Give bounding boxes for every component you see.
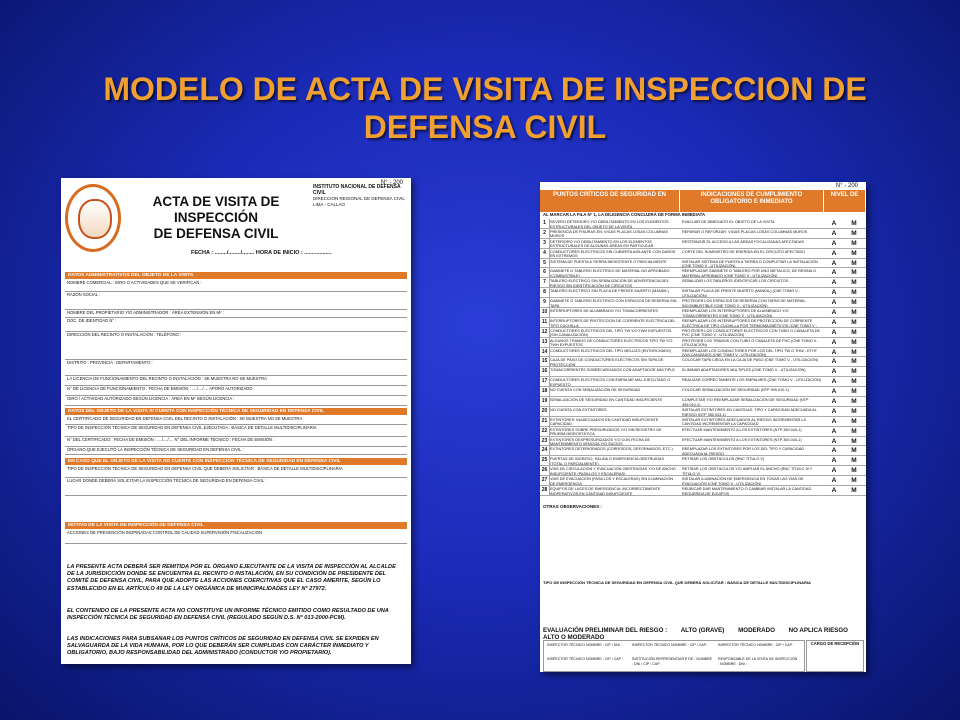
risk-na: NO APLICA RIESGO ALTO O MODERADO	[543, 627, 848, 641]
level-cell	[824, 407, 866, 417]
level-cell	[824, 397, 866, 407]
row-number: 15	[540, 357, 550, 367]
level-m: M	[851, 309, 857, 317]
level-a: A	[831, 467, 837, 475]
indication-text: CORTE DEL SUMINISTRO DE ENERGÍA EN EL CIRCUITO AFECTADO	[682, 249, 806, 254]
critical-point-row	[540, 298, 866, 308]
level-cell	[824, 476, 866, 486]
col-critical-points: PUNTOS CRÍTICOS DE SEGURIDAD EN	[540, 190, 680, 212]
critical-point-text: NO CUENTA CON EXTINTORES	[550, 407, 607, 412]
level-cell	[824, 446, 866, 456]
level-a: A	[831, 477, 837, 485]
indication-text: EVACUAR DE INMEDIATO EL OBJETO DE LA VISITA	[682, 220, 775, 224]
critical-point-text: TABLERO ELÉCTRICO SIN SEÑALIZACIÓN DE ADVERTENCIA DEL RIESGO SIN IDENTIFICACIÓN DE CIRCUITOS	[550, 279, 669, 288]
level-cell	[824, 348, 866, 358]
level-cell	[824, 318, 866, 328]
legal-paragraph-2: EL CONTENIDO DE LA PRESENTE ACTA NO CONSTITUYE UN INFORME TÉCNICO EMITIDO COMO RESULTADO DE UNA INSPECCIÓN TÉCNICA DE SEGURIDAD EN DEFENSA CIVIL (REGULADO SEGÚN D.S. N° 013-2000-PCM).	[67, 608, 389, 622]
critical-point-row	[540, 466, 866, 476]
level-m: M	[851, 437, 857, 445]
critical-point-row	[540, 387, 866, 397]
form-row: RAZÓN SOCIAL :	[65, 292, 407, 310]
level-a: A	[831, 229, 837, 237]
row-number: 3	[540, 239, 550, 249]
level-cell	[824, 288, 866, 298]
indication-text: REEMPLAZAR GABINETE O TABLERO POR UNO METÁLICO, DE RESINA O MATERIAL APROBADO (CNE TOMO V - UTILIZACIÓN)	[682, 269, 817, 278]
indication-text: RETIRAR LOS OBSTÁCULOS (RNC TÍTULO V)	[682, 457, 765, 462]
indication-text: REEMPLAZAR LOS INTERRUPTORES DE ALUMBRADO Y/O TOMACORRIENTES (CNE TOMO V - UTILIZACIÓN)	[682, 309, 789, 318]
seal-shield-icon	[78, 199, 112, 239]
level-cell	[824, 417, 866, 427]
signature-3: INSPECTOR TÉCNICO NOMBRE : CIP / CAP :	[718, 643, 795, 647]
form-title-line1: ACTA DE VISITA DE INSPECCIÓN	[152, 194, 280, 225]
level-m: M	[851, 358, 857, 366]
signature-block	[543, 640, 805, 672]
row-number: 27	[540, 476, 550, 486]
level-m: M	[851, 269, 857, 277]
critical-point-text: INTERRUPTORES DE PROTECCIÓN DE CORRIENTE ELÉCTRICA DEL TIPO CUCHILLA	[550, 318, 676, 327]
section-certificate-header: DATOS DEL OBJETO DE LA VISITA SI CUENTA CON INSPECCIÓN TÉCNICA DE SEGURIDAD EN DEFENSA CIVIL	[65, 408, 407, 415]
critical-point-text: CAJA DE PASO DE CONDUCTORES ELÉCTRICOS SIN TAPA DE PROTECCIÓN	[550, 358, 664, 367]
row-number: 9	[540, 298, 550, 308]
level-cell	[824, 377, 866, 387]
indication-text: INSTALAR EXTINTORES EN CANTIDAD, TIPO Y CAPACIDAD ADECUADA AL RIESGO (NTP 350.043-1)	[682, 407, 817, 416]
date-time-line: FECHA : ......../......../........ HORA DE INICIO : ..................	[191, 250, 332, 256]
level-cell	[824, 427, 866, 437]
level-m: M	[851, 229, 857, 237]
form-row: NOMBRE COMERCIAL : GIRO O ACTIVIDADES QUE SE VERIFICAN :	[65, 280, 407, 292]
level-m: M	[851, 338, 857, 346]
critical-point-text: TABLERO ELÉCTRICO SIN PLACA DE FRENTE MUERTO (MANDIL)	[550, 289, 669, 294]
level-a: A	[831, 289, 837, 297]
level-a: A	[831, 220, 837, 227]
critical-point-row	[540, 486, 866, 496]
level-m: M	[851, 328, 857, 336]
critical-point-row	[540, 377, 866, 387]
acta-form-back	[540, 182, 866, 672]
level-a: A	[831, 407, 837, 415]
level-cell	[824, 229, 866, 239]
indication-text: ELIMINAR ADAPTADORES MÚLTIPLES (CNE TOMO V - UTILIZACIÓN)	[682, 368, 806, 373]
level-m: M	[851, 487, 857, 495]
signature-6: RESPONSABLE DE LA VISITA DE INSPECCIÓN : NOMBRE : DNI :	[718, 657, 798, 666]
critical-point-text: SEVERO DETERIORO Y/O DEBILITAMIENTO EN LOS ELEMENTOS ESTRUCTURALES DEL OBJETO DE LA VISITA	[550, 220, 669, 228]
critical-point-row	[540, 367, 866, 377]
critical-point-row	[540, 437, 866, 447]
row-number: 6	[540, 268, 550, 278]
critical-point-text: SISTEMA DE PUESTA A TIERRA INEXISTENTE O PARCIALMENTE	[550, 259, 667, 264]
indication-text: REEMPLAZAR LOS EXTINTORES POR LOS DEL TIPO Y CAPACIDAD ADECUADA AL RIESGO	[682, 447, 805, 456]
level-cell	[824, 268, 866, 278]
form-header	[61, 178, 411, 268]
level-cell	[824, 219, 866, 229]
critical-point-row	[540, 417, 866, 427]
signature-4: INSPECTOR TÉCNICO NOMBRE : CIP / CAP :	[547, 657, 624, 661]
risk-high: ALTO (GRAVE)	[680, 627, 725, 634]
indeci-seal-icon	[65, 184, 121, 252]
section-no-certificate-header: EN CASO QUE EL OBJETO DE LA VISITA NO CUENTE CON INSPECCIÓN TÉCNICA DE SEGURIDAD EN DEFENSA CIVIL	[65, 458, 407, 465]
critical-point-row	[540, 249, 866, 259]
row-number: 19	[540, 397, 550, 407]
level-m: M	[851, 368, 857, 376]
row-number: 17	[540, 377, 550, 387]
level-m: M	[851, 417, 857, 425]
critical-point-row	[540, 397, 866, 407]
level-m: M	[851, 457, 857, 465]
form-row: DISTRITO : PROVINCIA : DEPARTAMENTO :	[65, 360, 407, 376]
level-cell	[824, 437, 866, 447]
legal-paragraph-3: LAS INDICACIONES PARA SUBSANAR LOS PUNTOS CRÍTICOS DE SEGURIDAD EN DEFENSA CIVIL SE EXPIDEN EN SALVAGUARDA DE LA VIDA HUMANA, POR LO QUE DEBERÁN SER CUMPLIDAS CON CARÁCTER INMEDIATO Y OBLIGATORIO, BAJO RESPONSABILIDAD DEL ADMINISTRADO (CONDUCTOR Y/O PROPIETARIO).	[67, 636, 379, 657]
level-a: A	[831, 388, 837, 396]
form-row: GIRO / ACTIVIDAD AUTORIZADO SEGÚN LICENCIA : ÁREA EN M² SEGÚN LICENCIA :	[65, 396, 407, 406]
col-level: NIVEL DE	[824, 190, 866, 212]
critical-point-row	[540, 268, 866, 278]
critical-point-text: GABINETE O TABLERO ELÉCTRICO CON ESPACIOS DE RESERVA SIN TAPA	[550, 299, 677, 308]
form-row: LA LICENCIA DE FUNCIONAMIENTO DEL RECINTO O INSTALACIÓN : SE MUESTRA NO SE MUESTRA	[65, 376, 407, 386]
critical-point-text: CONDUCTORES ELÉCTRICOS SIN CUBIERTA AISLANTE CON DAÑOS EN EXTREMOS	[550, 249, 676, 258]
level-m: M	[851, 378, 857, 386]
critical-point-row	[540, 357, 866, 367]
indication-text: REEMPLAZAR LOS CONDUCTORES POR LOS DEL TIPO TW O THW - ETHT (VULCANIZADO) (CNE TOMO V - UTILIZACIÓN)	[682, 348, 817, 357]
critical-point-text: CONDUCTORES ELÉCTRICOS CON EMPALME MAL EJECUTADO O EXPUESTO	[550, 378, 671, 387]
signature-5: INSTITUCIÓN REPRESENTANTE DE : NOMBRE : DNI / CIP / CAP :	[632, 657, 713, 666]
level-m: M	[851, 289, 857, 297]
form-number: N° - 200	[380, 180, 403, 186]
row-number: 8	[540, 288, 550, 298]
row-number: 23	[540, 437, 550, 447]
critical-point-row	[540, 348, 866, 358]
critical-point-row	[540, 219, 866, 229]
form-row: DOC. DE IDENTIDAD N° :	[65, 318, 407, 332]
row-number: 7	[540, 278, 550, 288]
level-m: M	[851, 318, 857, 326]
signature-2: INSPECTOR TÉCNICO NOMBRE : CIP / CAP :	[632, 643, 709, 647]
level-a: A	[831, 309, 837, 317]
indication-text: INSTALAR PLACA DE FRENTE MUERTO (MANDIL) (CNE TOMO V - UTILIZACIÓN)	[682, 289, 801, 298]
row-number: 26	[540, 466, 550, 476]
level-m: M	[851, 388, 857, 396]
critical-point-text: GABINETE O TABLERO ELÉCTRICO DE MATERIAL NO APROBADO (COMBUSTIBLE)	[550, 269, 670, 278]
level-a: A	[831, 328, 837, 336]
form-row: N° DE LICENCIA DE FUNCIONAMIENTO : FECHA DE EMISIÓN : ..../..../.... APORO AUTORIZADO :	[65, 386, 407, 396]
row-number: 4	[540, 249, 550, 259]
level-cell	[824, 298, 866, 308]
risk-evaluation	[543, 627, 863, 641]
critical-point-text: CONDUCTORES ELÉCTRICOS DEL TIPO MELLIZO (ENTORCHADO)	[550, 348, 671, 353]
indication-text: RESTRINGIR EL ACCESO A LAS ÁREAS FOCALIZADAS AFECTADAS	[682, 239, 804, 244]
slide-title-line2: DEFENSA CIVIL	[363, 109, 607, 145]
form-row: ÓRGANO QUE EJECUTÓ LA INSPECCIÓN TÉCNICA DE SEGURIDAD EN DEFENSA CIVIL :	[65, 447, 407, 455]
indication-text: EFECTUAR MANTENIMIENTO A LOS EXTINTORES (NTP 350.043-1)	[682, 427, 802, 432]
motive-row: ACCIONES DE PREVENCIÓN INOPINADAS CONTROL DE CALIDAD SUPERVISIÓN FISCALIZACIÓN	[65, 530, 407, 544]
form-row: TIPO DE INSPECCIÓN TÉCNICA DE SEGURIDAD EN DEFENSA CIVIL QUE DEBERÁ SOLICITAR : BÁSICA DE DETALLE MULTIDISCIPLINARIA	[65, 466, 407, 478]
critical-point-row	[540, 328, 866, 338]
level-a: A	[831, 368, 837, 376]
indication-text: PROTEGER LOS CONDUCTORES ELÉCTRICOS CON TUBO O CANALETA DE PVC (CNE TOMO V - UTILIZACIÓN)	[682, 328, 820, 337]
level-m: M	[851, 259, 857, 267]
row-number: 16	[540, 367, 550, 377]
level-cell	[824, 328, 866, 338]
indication-text: REPARAR O REFORZAR: VIGAS PLACAS LOSAS COLUMNAS MUROS	[682, 229, 808, 234]
row-number: 28	[540, 486, 550, 496]
slide-title-line1: MODELO DE ACTA DE VISITA DE INSPECCION DE	[103, 71, 867, 107]
form-row: NOMBRE DEL PROPIETARIO Y/O ADMINISTRADOR : ÁREA EXTENSIÓN EN M² :	[65, 310, 407, 318]
level-m: M	[851, 220, 857, 227]
level-m: M	[851, 279, 857, 287]
level-a: A	[831, 398, 837, 406]
critical-point-row	[540, 427, 866, 437]
risk-eval-label: EVALUACIÓN PRELIMINAR DEL RIESGO :	[543, 627, 668, 634]
level-cell	[824, 308, 866, 318]
critical-point-row	[540, 338, 866, 348]
form-row: N° DEL CERTIFICADO : FECHA DE EMISIÓN : ..../..../.... N° DEL INFORME TÉCNICO : FECHA DE EMISIÓN :	[65, 437, 407, 447]
critical-point-text: PUERTAS DE INGRESO, SALIDA O EMERGENCIA OBSTRUIDAS (TOTAL O PARCIALMENTE)	[550, 457, 665, 466]
level-a: A	[831, 249, 837, 257]
level-cell	[824, 367, 866, 377]
critical-points-table	[540, 219, 866, 496]
institution-name: INSTITUTO NACIONAL DE DEFENSA CIVIL	[313, 184, 401, 196]
level-m: M	[851, 299, 857, 307]
level-cell	[824, 357, 866, 367]
row-number: 18	[540, 387, 550, 397]
row-number: 2	[540, 229, 550, 239]
form-row: DIRECCIÓN DEL RECINTO O INSTALACIÓN : TELÉFONO :	[65, 332, 407, 360]
critical-point-row	[540, 476, 866, 486]
level-a: A	[831, 427, 837, 435]
institution-block	[313, 184, 405, 208]
level-cell	[824, 387, 866, 397]
level-a: A	[831, 487, 837, 495]
critical-point-row	[540, 239, 866, 249]
level-m: M	[851, 467, 857, 475]
table-header	[540, 190, 866, 212]
critical-point-text: PRESENCIA DE FISURAS EN: VIGAS PLACAS LOSAS COLUMNAS MUROS	[550, 229, 668, 238]
critical-point-text: EXTINTORES: INADECUADOS EN CANTIDAD INSUFICIENTE CAPACIDAD	[550, 417, 659, 426]
indication-text: EFECTUAR MANTENIMIENTO A LOS EXTINTORES (NTP 350.043-1)	[682, 437, 802, 442]
critical-point-text: EXTINTORES DESPRESURIZADOS Y/O CON FECHA DE MANTENIMIENTO VENCIDA Y/O SUCIOS	[550, 437, 651, 446]
level-cell	[824, 486, 866, 496]
institution-sub2: LIMA - CALLAO	[313, 202, 346, 207]
row-number: 13	[540, 338, 550, 348]
level-m: M	[851, 477, 857, 485]
section-admin-header: DATOS ADMINISTRATIVOS DEL OBJETO DE LA VISITA	[65, 272, 407, 279]
indication-text: REUBICAR DAR MANTENIMIENTO O CAMBIAR INSTALAR LA CANTIDAD REQUERIDA DE EQUIPOS	[682, 487, 812, 496]
form-title	[121, 194, 311, 242]
critical-point-text: VÍAS DE EVACUACIÓN (PASILLOS Y ESCALERAS) SIN ILUMINACIÓN DE EMERGENCIA	[550, 477, 674, 486]
indication-text: COMPLETAR Y/O REEMPLAZAR SEÑALIZACIÓN DE SEGURIDAD (NTP 399.010-1)	[682, 398, 809, 407]
critical-point-text: TOMACORRIENTES SOBRECARGADOS CON ADAPTADOR MÚLTIPLE	[550, 368, 675, 373]
critical-point-text: NO CUENTA CON SEÑALIZACIÓN DE SEGURIDAD	[550, 388, 641, 393]
row-number: 21	[540, 417, 550, 427]
critical-point-text: EXTINTORES DETERIORADOS (CORROÍDOS, DEFORMADOS, ETC.)	[550, 447, 673, 452]
critical-point-text: EQUIPOS DE LUCES DE EMERGENCIA: INCORRECTAMENTE INOPERATIVOS EN CANTIDAD INSUFICIENTE	[550, 487, 661, 496]
form-number: N° - 200	[835, 183, 858, 189]
indication-text: REALIZAR CORRECTAMENTE LOS EMPALMES (CNE TOMO V - UTILIZACIÓN)	[682, 378, 821, 383]
level-m: M	[851, 407, 857, 415]
critical-point-text: EXTINTORES SOBRE PRESURIZADOS Y/O SIN REGISTRO DE PRUEBA HIDROSTÁTICA	[550, 427, 662, 436]
indication-text: INSTALAR SISTEMA DE PUESTA A TIERRA O COMPLETAR LA INSTALACIÓN (CNE TOMO V - UTILIZACIÓN)	[682, 259, 818, 268]
critical-point-row	[540, 407, 866, 417]
row-number: 14	[540, 348, 550, 358]
indication-text: SEÑALIZAR LOS TABLEROS IDENTIFICAR LOS CIRCUITOS	[682, 279, 789, 284]
level-a: A	[831, 378, 837, 386]
level-m: M	[851, 239, 857, 247]
critical-point-row	[540, 259, 866, 269]
critical-point-text: VÍAS DE CIRCULACIÓN Y EVACUACIÓN OBSTRUIDAS Y/O DE ANCHO INSUFICIENTE (PASILLOS Y ESCALERAS)	[550, 467, 676, 476]
level-a: A	[831, 318, 837, 326]
level-cell	[824, 249, 866, 259]
level-a: A	[831, 239, 837, 247]
form-title-line2: DE DEFENSA CIVIL	[153, 226, 279, 241]
col-indications: INDICACIONES DE CUMPLIMIENTO OBLIGATORIO E INMEDIATO	[680, 190, 824, 212]
level-a: A	[831, 358, 837, 366]
level-a: A	[831, 299, 837, 307]
level-a: A	[831, 269, 837, 277]
level-a: A	[831, 348, 837, 356]
critical-point-text: DETERIORO Y/O DEBILITAMIENTO EN LOS ELEMENTOS ESTRUCTURALES DE ALGUNAS ÁREAS EN PARTICULAR	[550, 239, 654, 248]
critical-point-row	[540, 229, 866, 239]
level-cell	[824, 239, 866, 249]
level-a: A	[831, 447, 837, 455]
level-cell	[824, 278, 866, 288]
form-row: LUGAR DONDE DEBERÁ SOLICITAR LA INSPECCIÓN TÉCNICA DE SEGURIDAD EN DEFENSA CIVIL :	[65, 478, 407, 496]
level-cell	[824, 259, 866, 269]
table-subheader: AL MARCAR LA FILA N° 1, LA DILIGENCIA CONCLUIRÁ DE FORMA INMEDIATA	[543, 212, 706, 217]
reception-stamp: CARGO DE RECEPCIÓN	[806, 640, 864, 672]
critical-point-text: ALGUNOS TRAMOS DE CONDUCTORES ELÉCTRICOS TIPO TW Y/O TWH EXPUESTOS	[550, 338, 673, 347]
level-m: M	[851, 398, 857, 406]
level-m: M	[851, 249, 857, 257]
level-m: M	[851, 427, 857, 435]
row-number: 20	[540, 407, 550, 417]
critical-point-row	[540, 288, 866, 298]
form-row: EL CERTIFICADO DE SEGURIDAD EN DEFENSA CIVIL DEL RECINTO O INSTALACIÓN : SE MUESTRA NO SE MUESTRA	[65, 416, 407, 425]
form-row: TIPO DE INSPECCIÓN TÉCNICA DE SEGURIDAD EN DEFENSA CIVIL EJECUTADA : BÁSICA DE DETALLE MULTIDISCIPLINARIA	[65, 425, 407, 437]
level-a: A	[831, 338, 837, 346]
level-a: A	[831, 279, 837, 287]
row-number: 24	[540, 446, 550, 456]
level-a: A	[831, 457, 837, 465]
row-number: 22	[540, 427, 550, 437]
slide-title	[60, 70, 910, 146]
indication-text: PROTEGER LOS TRAMOS CON TUBO O CANALETA DE PVC (CNE TOMO V - UTILIZACIÓN)	[682, 338, 819, 347]
indication-text: INSTALAR ILUMINACIÓN DE EMERGENCIA EN TODAS LAS VÍAS DE EVACUACIÓN (CNE TOMO V - UTILIZACIÓN)	[682, 477, 804, 486]
level-cell	[824, 456, 866, 466]
row-number: 12	[540, 328, 550, 338]
critical-point-row	[540, 318, 866, 328]
risk-moderate: MODERADO	[738, 627, 775, 634]
level-m: M	[851, 348, 857, 356]
critical-point-text: SEÑALIZACIÓN DE SEGURIDAD EN CANTIDAD INSUFICIENTE	[550, 398, 663, 403]
other-observations: OTRAS OBSERVACIONES :	[543, 504, 602, 509]
critical-point-row	[540, 456, 866, 466]
row-number: 5	[540, 259, 550, 269]
level-m: M	[851, 447, 857, 455]
indication-text: RETIRAR LOS OBSTÁCULOS Y/O AMPLIAR EL ANCHO (RNC TÍTULO III Y TÍTULO V)	[682, 467, 813, 476]
acta-form-front	[61, 178, 411, 664]
level-a: A	[831, 437, 837, 445]
indication-text: REEMPLAZAR LOS INTERRUPTORES DE PROTECCIÓN DE CORRIENTE ELÉCTRICA DE TIPO CUCHILLA POR TERMOMAGNÉTICOS (CNE TOMO V -	[682, 318, 817, 327]
signature-1: INSPECTOR TÉCNICO NOMBRE : CIP / DNI :	[547, 643, 622, 647]
institution-sub: DIRECCION REGIONAL DE DEFENSA CIVIL	[313, 196, 405, 201]
section-motive-header: MOTIVO DE LA VISITA DE INSPECCIÓN DE DEFENSA CIVIL	[65, 522, 407, 529]
critical-point-text: INTERRUPTORES DE ALUMBRADO Y/O TOMACORRIENTES	[550, 309, 658, 314]
row-number: 1	[540, 219, 550, 229]
indication-text: COLOCAR SEÑALIZACIÓN DE SEGURIDAD (NTP 399.010-1)	[682, 388, 789, 393]
critical-point-row	[540, 446, 866, 456]
row-number: 11	[540, 318, 550, 328]
level-cell	[824, 466, 866, 476]
level-a: A	[831, 259, 837, 267]
level-cell	[824, 338, 866, 348]
indication-text: PROTEGER LOS ESPACIOS DE RESERVA CON TAPAS DE MATERIAL INCOMBUSTIBLE (CNE TOMO V - UTILIZACIÓN)	[682, 299, 806, 308]
level-a: A	[831, 417, 837, 425]
critical-point-row	[540, 278, 866, 288]
row-number: 25	[540, 456, 550, 466]
legal-paragraph-1: LA PRESENTE ACTA DEBERÁ SER REMITIDA POR EL ÓRGANO EJECUTANTE DE LA VISITA DE INSPECCIÓN AL ALCALDE DE LA JURISDICCIÓN DONDE SE ENCUENTRA EL RECINTO O INSTALACIÓN, EN SU CONDICIÓN DE PRESIDENTE DEL COMITÉ DE DEFENSA CIVIL, PARA QUE ADOPTE LAS ACCIONES COERCITIVAS QUE EL CASO AMERITE, SEGÚN LO ESTABLECIDO EN EL ARTÍCULO 49 DE LA LEY ORGÁNICA DE MUNICIPALIDADES LEY N° 27972.	[67, 564, 396, 592]
inspection-type-row: TIPO DE INSPECCIÓN TÉCNICA DE SEGURIDAD EN DEFENSA CIVIL QUE DEBERÁ SOLICITAR : BÁSICA DE DETALLE MULTIDISCIPLINARIA	[543, 580, 811, 585]
critical-point-row	[540, 308, 866, 318]
indication-text: INSTALAR EXTINTORES ADECUADOS AL RIESGO INCREMENTAR LA CANTIDAD INCREMENTAR LA CAPACIDAD	[682, 417, 806, 426]
critical-point-text: CONDUCTORES ELÉCTRICOS DEL TIPO TW Y/O TWH EXPUESTOS (SIN CANALIZACIÓN)	[550, 328, 672, 337]
row-number: 10	[540, 308, 550, 318]
indication-text: COLOCAR TAPA CIEGA EN LA CAJA DE PASO (CNE TOMO V - UTILIZACIÓN)	[682, 358, 819, 363]
